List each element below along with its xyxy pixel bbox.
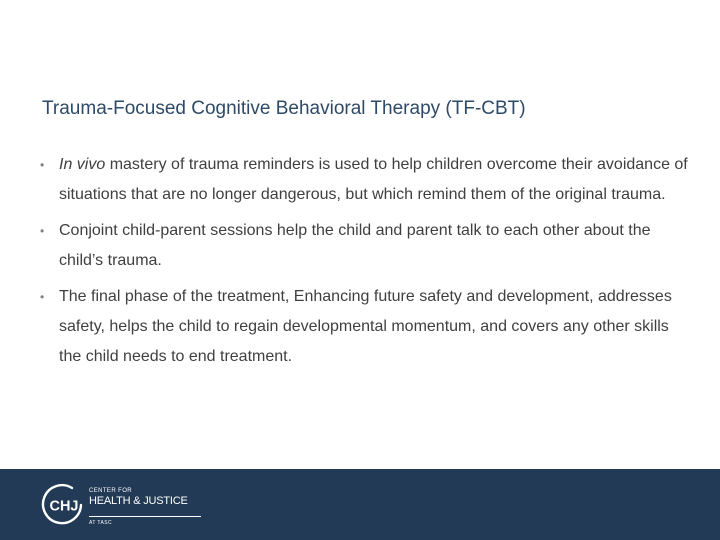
logo-mark-text: CHJ: [49, 498, 79, 515]
bullet-text: Conjoint child-parent sessions help the child and parent talk to each other about the child’s trauma.: [59, 222, 651, 269]
bullet-text: The final phase of the treatment, Enhancing future safety and development, addresses safety, helps the child to regain developmental momentum, and covers any other skills the child needs to end treatment.: [59, 288, 672, 365]
logo-divider: [89, 516, 201, 517]
logo-line-center-for: CENTER FOR: [89, 488, 132, 494]
bullet-item: [40, 282, 690, 372]
bullet-list: [40, 150, 690, 378]
chj-logo: [41, 482, 211, 528]
bullet-marker: •: [40, 290, 45, 304]
bullet-item: [40, 150, 690, 210]
logo-line-at-tasc: AT TASC: [89, 520, 112, 526]
bullet-marker: •: [40, 158, 45, 172]
slide-title: Trauma-Focused Cognitive Behavioral Therapy (TF-CBT): [42, 98, 526, 119]
bullet-marker: •: [40, 224, 45, 238]
logo-line-health-justice: HEALTH & JUSTICE: [89, 495, 188, 507]
chj-logo-icon: [41, 482, 87, 528]
bullet-item: [40, 216, 690, 276]
bullet-italic-lead: In vivo: [59, 156, 106, 173]
logo-text: [89, 488, 188, 508]
bullet-text: mastery of trauma reminders is used to help children overcome their avoidance of situations that are no longer dangerous, but which remind them of the original trauma.: [59, 156, 688, 203]
